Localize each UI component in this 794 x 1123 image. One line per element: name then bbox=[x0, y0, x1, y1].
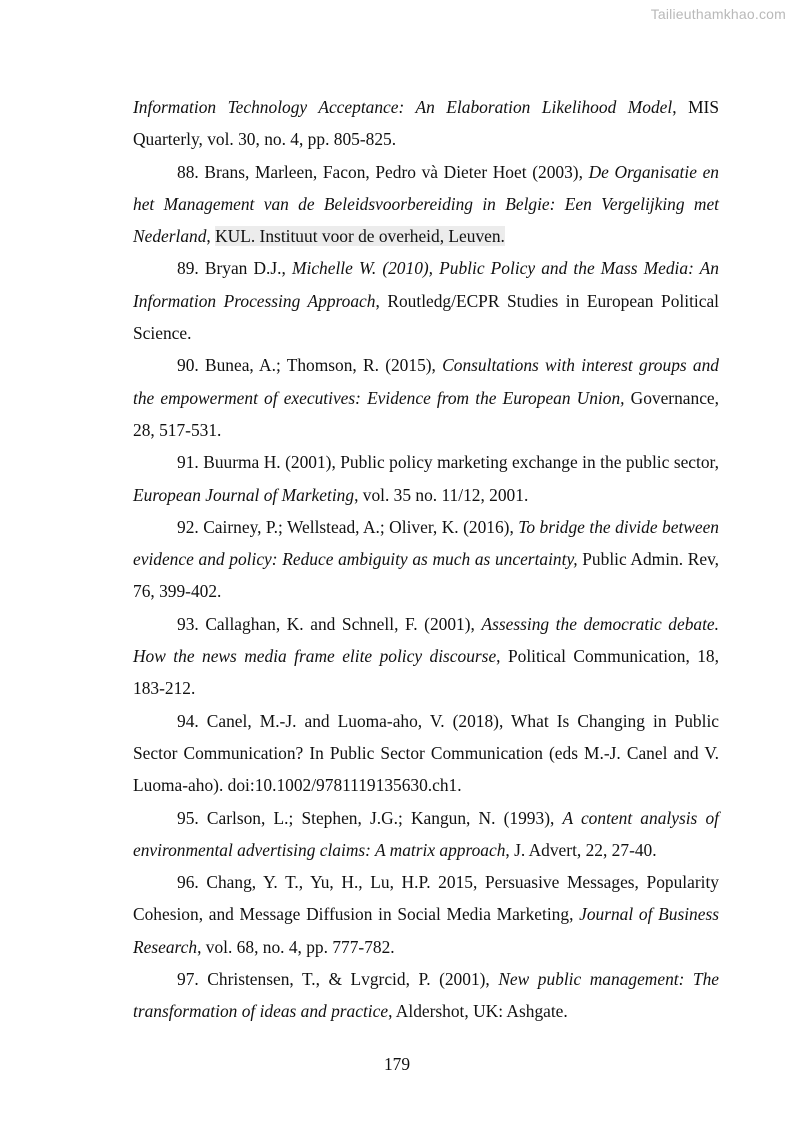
reference-title: Assessing the democratic debate. How the news media frame elite policy discourse bbox=[133, 613, 719, 667]
reference-authors: Christensen, T., & Lvgrcid, P. (2001), bbox=[198, 969, 499, 990]
reference-source: , bbox=[206, 226, 216, 247]
reference-authors: Bryan D.J., bbox=[198, 258, 292, 279]
reference-source: Public Admin. Rev, 76, 399-402. bbox=[133, 549, 720, 602]
reference-95 bbox=[133, 802, 719, 867]
reference-source: , J. Advert, 22, 27-40. bbox=[505, 839, 657, 860]
reference-title: A content analysis of environmental advertising claims: A matrix approach bbox=[133, 807, 719, 860]
reference-title: Michelle W. (2010), Public Policy and the Mass Media: An Information Processing Approach bbox=[133, 258, 719, 311]
watermark: Tailieuthamkhao.com bbox=[650, 6, 786, 22]
reference-title: Consultations with interest groups and the empowerment of executives: Evidence from the European Union, bbox=[133, 355, 719, 408]
reference-92 bbox=[133, 511, 719, 608]
reference-authors: Bunea, A.; Thomson, R. (2015), bbox=[198, 355, 443, 376]
reference-authors: Callaghan, K. and Schnell, F. (2001), bbox=[198, 613, 482, 634]
reference-number: 94. bbox=[177, 710, 199, 731]
reference-title: De Organisatie en het Management van de Beleidsvoorbereiding in Belgie: Een Vergelijking met Nederland bbox=[133, 161, 719, 247]
reference-title: European Journal of Marketing bbox=[133, 484, 355, 505]
reference-authors: Cairney, P.; Wellstead, A.; Oliver, K. (2016), bbox=[198, 516, 519, 537]
reference-93 bbox=[133, 608, 719, 705]
reference-87-continuation bbox=[133, 91, 719, 156]
reference-source: , vol. 35 no. 11/12, 2001. bbox=[354, 484, 529, 505]
reference-title: To bridge the divide between evidence and policy: Reduce ambiguity as much as uncertainty, bbox=[133, 516, 719, 570]
reference-authors: Canel, M.-J. and Luoma-aho, V. (2018), What Is Changing in Public Sector Communication? In Public Sector Communication (eds M.-J. Canel and V. Luoma-aho). doi:10.1002/9781119135630.ch1. bbox=[133, 710, 719, 796]
reference-list bbox=[133, 91, 719, 1028]
reference-89 bbox=[133, 252, 719, 349]
reference-source: Governance, 28, 517-531. bbox=[133, 387, 719, 440]
reference-source: , Political Communication, 18, 183-212. bbox=[133, 646, 719, 699]
reference-source: , Routledg/ECPR Studies in European Political Science. bbox=[133, 290, 720, 344]
reference-source: , vol. 68, no. 4, pp. 777-782. bbox=[197, 936, 395, 957]
reference-source: , MIS Quarterly, vol. 30, no. 4, pp. 805-825. bbox=[133, 97, 720, 150]
reference-number: 89. bbox=[177, 258, 199, 279]
reference-88 bbox=[133, 156, 719, 253]
reference-96 bbox=[133, 866, 719, 963]
reference-number: 95. bbox=[177, 807, 199, 828]
reference-91 bbox=[133, 446, 719, 511]
reference-number: 96. bbox=[177, 872, 199, 893]
reference-source: , Aldershot, UK: Ashgate. bbox=[388, 1001, 568, 1022]
reference-number: 93. bbox=[177, 613, 199, 634]
reference-94 bbox=[133, 705, 719, 802]
reference-90 bbox=[133, 349, 719, 446]
reference-authors: Buurma H. (2001), Public policy marketing exchange in the public sector, bbox=[198, 452, 719, 473]
reference-authors: Chang, Y. T., Yu, H., Lu, H.P. 2015, Persuasive Messages, Popularity Cohesion, and Message Diffusion in Social Media Marketing, bbox=[133, 872, 719, 925]
reference-number: 92. bbox=[177, 516, 199, 537]
reference-publisher-highlight: KUL. Instituut voor de overheid, Leuven. bbox=[215, 226, 505, 247]
reference-number: 91. bbox=[177, 452, 199, 473]
reference-authors: Carlson, L.; Stephen, J.G.; Kangun, N. (1993), bbox=[198, 807, 563, 828]
reference-97 bbox=[133, 963, 719, 1028]
reference-title: Information Technology Acceptance: An Elaboration Likelihood Model bbox=[133, 97, 673, 117]
reference-number: 97. bbox=[177, 969, 199, 990]
page-number: 179 bbox=[383, 1054, 411, 1074]
reference-title: Journal of Business Research bbox=[133, 904, 719, 957]
reference-title: New public management: The transformation of ideas and practice bbox=[133, 969, 720, 1022]
reference-number: 88. bbox=[177, 161, 199, 182]
reference-number: 90. bbox=[177, 355, 199, 376]
reference-authors: Brans, Marleen, Facon, Pedro và Dieter Hoet (2003), bbox=[198, 161, 589, 182]
